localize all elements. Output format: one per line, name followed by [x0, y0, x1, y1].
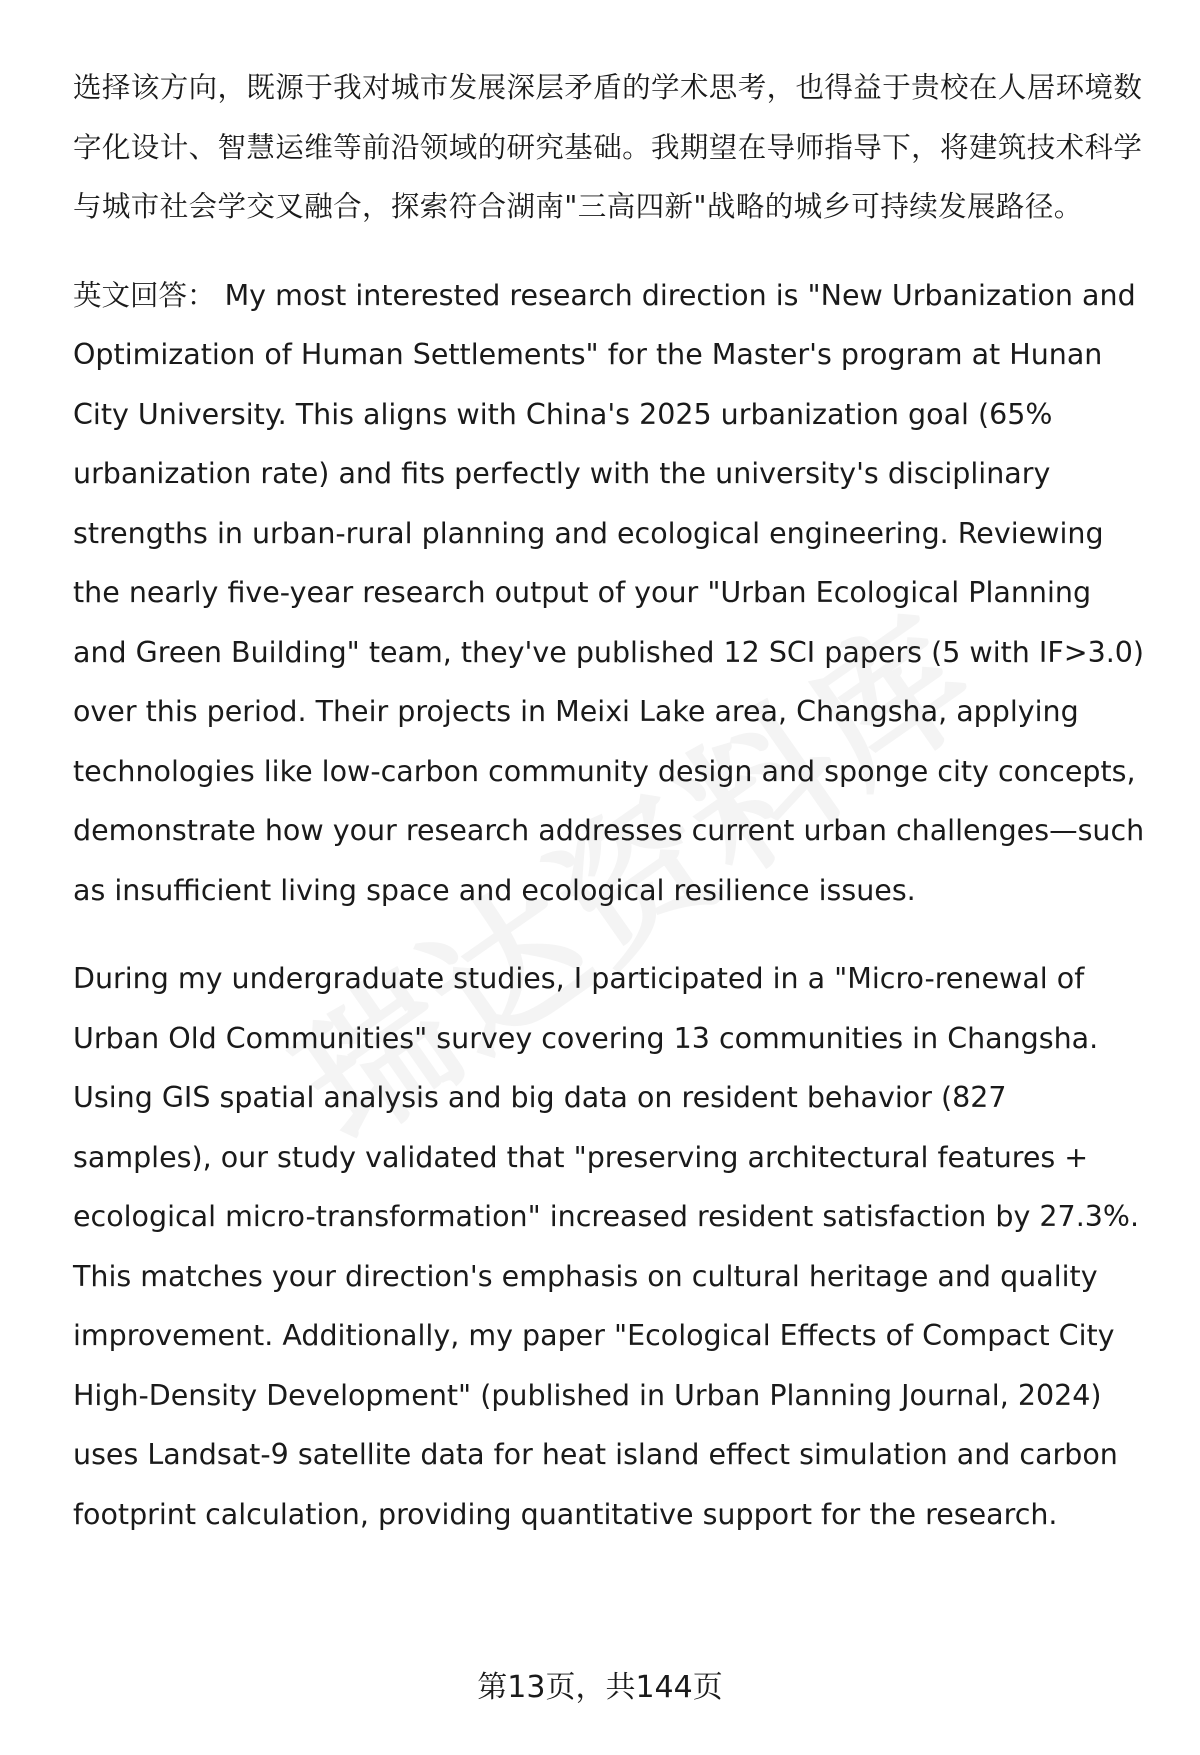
paragraph-undergraduate-experience: During my undergraduate studies, I participated in a "Micro-renewal of Urban Old Communities" survey covering 13 communities in Changsha. Using GIS spatial analysis and big data on resident behavior (827 samples), our study validated that "preserving architectural features + ecological micro-transformation" increased resident satisfaction by 27.3%. This matches your direction's emphasis on cultural heritage and quality improvement. Additionally, my paper "Ecological Effects of Compact City High-Density Development" (published in Urban Planning Journal, 2024) uses Landsat-9 satellite data for heat island effect simulation and carbon footprint calculation, providing quantitative support for the research.: [73, 962, 1140, 1531]
paragraph-gap: [73, 237, 1153, 266]
paragraph-english-answer: [73, 266, 1153, 921]
paragraph-chinese-answer: 选择该方向，既源于我对城市发展深层矛盾的学术思考，也得益于贵校在人居环境数字化设计、智慧运维等前沿领域的研究基础。我期望在导师指导下，将建筑技术科学与城市社会学交叉融合，探索符合湖南"三高四新"战略的城乡可持续发展路径。: [73, 71, 1143, 223]
english-answer-text: My most interested research direction is "New Urbanization and Optimization of Human Settlements" for the Master's program at Hunan City University. This aligns with China's 2025 urbanization goal (65% urbanization rate) and fits perfectly with the university's disciplinary strengths in urban-rural planning and ecological engineering. Reviewing the nearly five-year research output of your "Urban Ecological Planning and Green Building" team, they've published 12 SCI papers (5 with IF>3.0) over this period. Their projects in Meixi Lake area, Changsha, applying technologies like low-carbon community design and sponge city concepts, demonstrate how your research addresses current urban challenges—such as insufficient living space and ecological resilience issues.: [73, 278, 1145, 907]
english-answer-label: 英文回答：: [73, 278, 216, 312]
page-indicator: 第13页，共144页: [477, 1670, 723, 1705]
paragraph-gap: [73, 920, 1153, 949]
document-body: [73, 58, 1153, 1544]
